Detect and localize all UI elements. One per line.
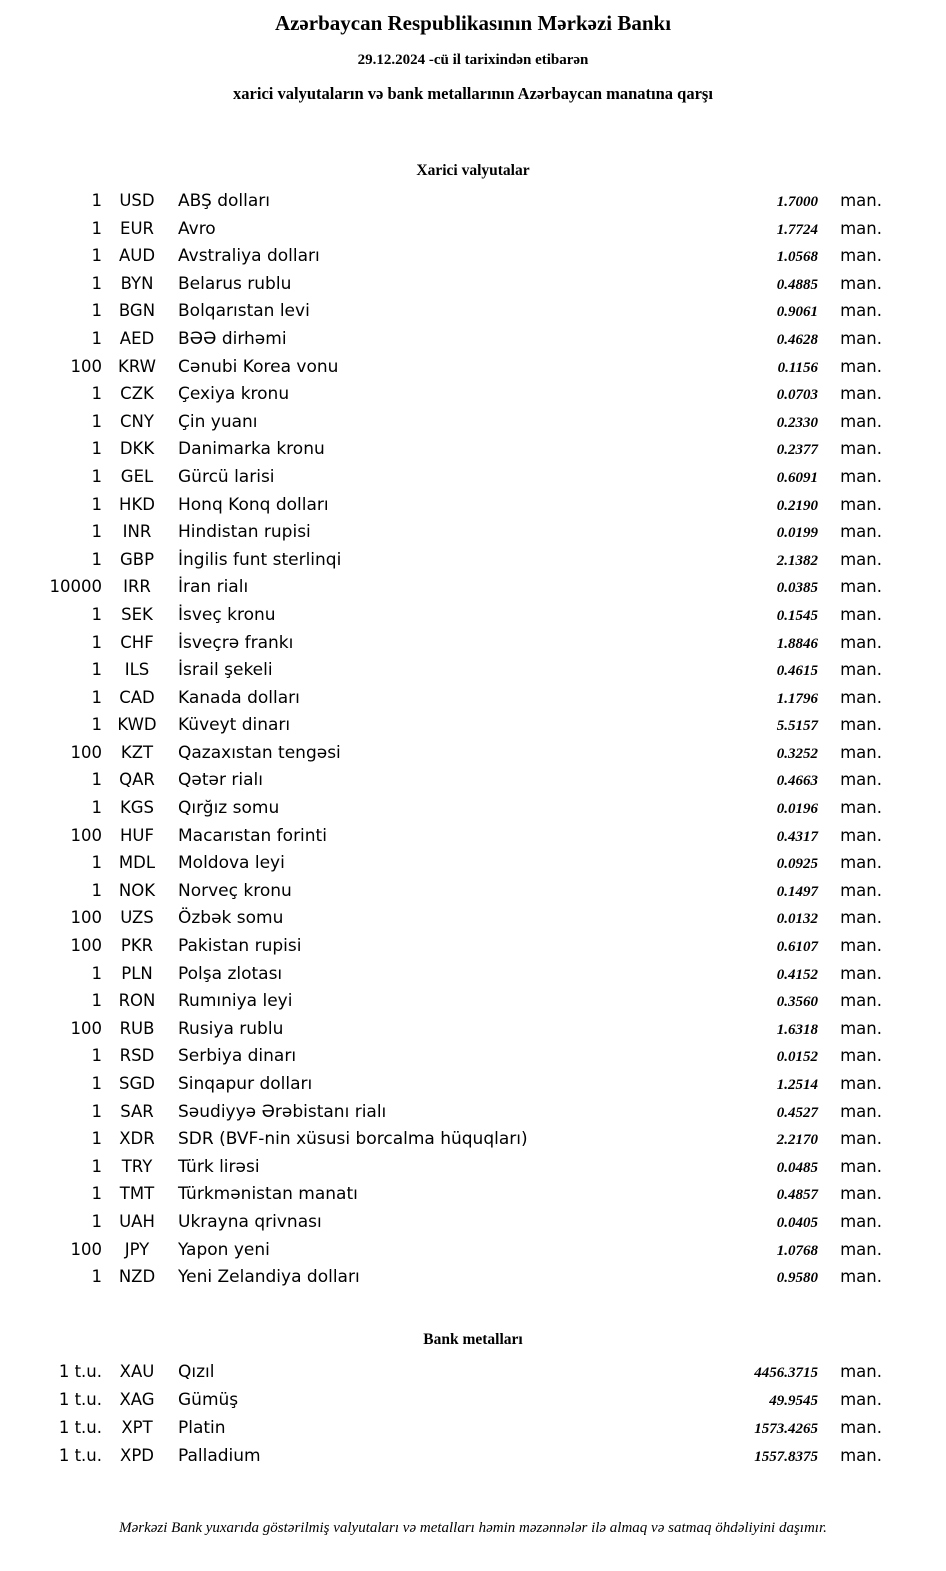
rate-value: 0.1156 xyxy=(777,359,818,376)
table-row xyxy=(0,408,946,436)
effective-date: 29.12.2024 -cü il tarixindən etibarən xyxy=(357,52,589,68)
currency-code: QAR xyxy=(119,770,155,790)
metals-section-title: Bank metalları xyxy=(423,1330,523,1348)
currency-code: KGS xyxy=(119,798,155,818)
table-row xyxy=(0,380,946,408)
table-row xyxy=(0,518,946,546)
unit-label: man. xyxy=(840,577,882,597)
table-row xyxy=(0,766,946,794)
rate-value: 1.7724 xyxy=(776,221,818,238)
rate-value: 2.2170 xyxy=(776,1132,818,1149)
currency-code: UZS xyxy=(120,908,154,928)
currency-name: Avro xyxy=(178,218,216,239)
rate-value: 0.4628 xyxy=(776,331,818,348)
rate-value: 1.2514 xyxy=(776,1077,818,1093)
table-row xyxy=(0,932,946,960)
currency-name: Türk lirəsi xyxy=(178,1156,260,1177)
rate-value: 0.0132 xyxy=(776,911,818,928)
currency-name: Gümüş xyxy=(178,1389,239,1410)
table-row xyxy=(0,270,946,298)
quantity: 1 t.u. xyxy=(58,1361,102,1381)
rate-value: 1.8846 xyxy=(776,635,818,652)
currency-name: Qızıl xyxy=(178,1361,215,1382)
currency-code: INR xyxy=(122,522,152,542)
unit-label: man. xyxy=(840,439,882,459)
unit-label: man. xyxy=(840,328,882,348)
unit-label: man. xyxy=(840,991,882,1011)
rate-value: 0.4857 xyxy=(776,1187,818,1204)
currency-code: UAH xyxy=(119,1211,155,1231)
unit-label: man. xyxy=(840,687,882,707)
unit-label: man. xyxy=(840,246,882,266)
quantity: 100 xyxy=(70,908,102,928)
currency-code: PKR xyxy=(120,936,154,956)
quantity: 1 t.u. xyxy=(58,1389,102,1409)
quantity: 1 xyxy=(91,1267,102,1287)
currency-name: Polşa zlotası xyxy=(178,963,283,984)
metals-table xyxy=(0,1358,946,1470)
unit-label: man. xyxy=(840,411,882,431)
quantity: 1 xyxy=(91,218,102,238)
table-row xyxy=(0,1125,946,1153)
quantity: 1 xyxy=(91,770,102,790)
unit-label: man. xyxy=(840,908,882,928)
quantity: 1 xyxy=(91,384,102,404)
unit-label: man. xyxy=(840,880,882,900)
table-row xyxy=(0,739,946,767)
unit-label: man. xyxy=(840,356,882,376)
currency-code: HUF xyxy=(120,825,154,845)
currency-code: ILS xyxy=(124,660,150,680)
quantity: 1 xyxy=(91,660,102,680)
currency-name: Rumıniya leyi xyxy=(178,991,293,1012)
unit-label: man. xyxy=(840,1129,882,1149)
unit-label: man. xyxy=(840,1101,882,1121)
currency-code: IRR xyxy=(123,577,151,597)
rate-value: 0.4663 xyxy=(776,773,818,790)
currency-code: GEL xyxy=(120,466,154,486)
currency-code: XPD xyxy=(120,1445,154,1465)
currency-code: NZD xyxy=(118,1267,156,1287)
unit-label: man. xyxy=(840,798,882,818)
table-row xyxy=(0,1442,946,1470)
currency-code: CZK xyxy=(120,384,154,404)
quantity: 1 xyxy=(91,1211,102,1231)
rate-value: 0.4152 xyxy=(776,966,818,983)
table-row xyxy=(0,1208,946,1236)
quantity: 1 xyxy=(91,1101,102,1121)
currency-code: AUD xyxy=(118,246,156,266)
table-row xyxy=(0,1358,946,1386)
table-row xyxy=(0,1042,946,1070)
currency-code: RON xyxy=(118,991,156,1011)
table-row xyxy=(0,877,946,905)
unit-label: man. xyxy=(840,1156,882,1176)
unit-label: man. xyxy=(840,494,882,514)
currency-name: Cənubi Korea vonu xyxy=(178,356,339,377)
quantity: 100 xyxy=(70,742,102,762)
table-row xyxy=(0,1414,946,1442)
table-row xyxy=(0,353,946,381)
rate-value: 0.9580 xyxy=(776,1270,818,1287)
quantity: 1 xyxy=(91,191,102,210)
currency-name: İsveç kronu xyxy=(178,604,276,625)
unit-label: man. xyxy=(840,384,882,404)
table-row xyxy=(0,242,946,270)
quantity: 1 xyxy=(91,687,102,707)
unit-label: man. xyxy=(840,1267,882,1287)
rate-value: 0.4527 xyxy=(776,1104,818,1121)
currency-name: Platin xyxy=(178,1417,226,1438)
rate-value: 0.0199 xyxy=(776,525,818,542)
rate-value: 1.6318 xyxy=(776,1021,818,1038)
currency-code: XPT xyxy=(121,1417,153,1437)
currency-name: Norveç kronu xyxy=(178,880,292,901)
unit-label: man. xyxy=(840,1239,882,1259)
quantity: 1 xyxy=(91,1184,102,1204)
unit-label: man. xyxy=(840,218,882,238)
table-row xyxy=(0,546,946,574)
quantity: 1 xyxy=(91,273,102,293)
currency-code: HKD xyxy=(119,494,155,514)
currency-name: Bolqarıstan levi xyxy=(178,301,310,322)
rate-value: 5.5157 xyxy=(776,718,818,735)
currency-code: AED xyxy=(119,328,155,348)
unit-label: man. xyxy=(840,191,882,210)
table-row xyxy=(0,822,946,850)
table-row xyxy=(0,1070,946,1098)
unit-label: man. xyxy=(840,1046,882,1066)
table-row xyxy=(0,573,946,601)
table-row xyxy=(0,904,946,932)
quantity: 1 xyxy=(91,301,102,321)
quantity: 100 xyxy=(70,1018,102,1038)
currency-name: Avstraliya dolları xyxy=(178,246,320,267)
unit-label: man. xyxy=(840,936,882,956)
unit-label: man. xyxy=(840,522,882,542)
currency-name: Türkmənistan manatı xyxy=(178,1184,358,1205)
currency-name: İsrail şekeli xyxy=(178,660,273,681)
unit-label: man. xyxy=(840,1184,882,1204)
currency-name: Palladium xyxy=(178,1445,261,1466)
currency-name: Honq Konq dolları xyxy=(178,494,329,515)
currency-code: XDR xyxy=(119,1129,155,1149)
table-row xyxy=(0,325,946,353)
quantity: 1 xyxy=(91,411,102,431)
table-row xyxy=(0,463,946,491)
currencies-section-title: Xarici valyutalar xyxy=(416,162,530,179)
currency-name: Belarus rublu xyxy=(178,273,292,294)
currency-name: BƏƏ dirhəmi xyxy=(178,328,287,349)
unit-label: man. xyxy=(840,715,882,735)
currency-code: KWD xyxy=(117,715,157,735)
rate-value: 4456.3715 xyxy=(754,1364,818,1381)
rate-value: 0.2190 xyxy=(776,497,818,514)
unit-label: man. xyxy=(840,1018,882,1038)
rate-value: 0.0703 xyxy=(776,387,818,404)
currency-code: KRW xyxy=(118,356,156,376)
currency-code: XAG xyxy=(119,1389,155,1409)
unit-label: man. xyxy=(840,466,882,486)
currency-name: ABŞ dolları xyxy=(178,191,270,211)
unit-label: man. xyxy=(840,549,882,569)
quantity: 10000 xyxy=(49,577,102,597)
quantity: 1 xyxy=(91,880,102,900)
currency-code: JPY xyxy=(124,1239,150,1259)
table-row xyxy=(0,849,946,877)
currency-name: Qazaxıstan tengəsi xyxy=(178,742,341,763)
quantity: 100 xyxy=(70,825,102,845)
quantity: 1 xyxy=(91,246,102,266)
table-row xyxy=(0,960,946,988)
unit-label: man. xyxy=(840,273,882,293)
table-row xyxy=(0,1015,946,1043)
rate-value: 1.7000 xyxy=(776,194,818,210)
rate-value: 0.9061 xyxy=(776,304,818,321)
currency-code: MDL xyxy=(118,853,156,873)
currency-code: BGN xyxy=(118,301,156,321)
quantity: 1 xyxy=(91,604,102,624)
table-row xyxy=(0,297,946,325)
quantity: 1 xyxy=(91,715,102,735)
currencies-table xyxy=(0,187,946,1291)
quantity: 100 xyxy=(70,936,102,956)
rate-value: 0.3560 xyxy=(776,994,818,1011)
currency-code: RUB xyxy=(119,1018,155,1038)
currency-name: SDR (BVF-nin xüsusi borcalma hüquqları) xyxy=(178,1129,528,1150)
rate-value: 0.0385 xyxy=(776,580,818,597)
rate-value: 0.2377 xyxy=(776,442,818,459)
quantity: 100 xyxy=(70,1239,102,1259)
rate-value: 0.4317 xyxy=(776,828,818,845)
unit-label: man. xyxy=(840,963,882,983)
rate-value: 49.9545 xyxy=(769,1392,818,1409)
unit-label: man. xyxy=(840,301,882,321)
quantity: 1 xyxy=(91,963,102,983)
unit-label: man. xyxy=(840,632,882,652)
rate-value: 0.0925 xyxy=(776,856,818,873)
rate-value: 1573.4265 xyxy=(754,1420,818,1437)
rate-value: 0.0405 xyxy=(776,1214,818,1231)
quantity: 1 xyxy=(91,853,102,873)
quantity: 1 xyxy=(91,1074,102,1093)
table-row xyxy=(0,794,946,822)
quantity: 1 xyxy=(91,439,102,459)
table-row xyxy=(0,215,946,243)
currency-code: CHF xyxy=(120,632,154,652)
currency-name: Yapon yeni xyxy=(178,1239,270,1260)
currency-name: Rusiya rublu xyxy=(178,1018,284,1039)
rate-value: 0.4885 xyxy=(776,276,818,293)
currency-name: Sinqapur dolları xyxy=(178,1074,313,1094)
currency-code: SGD xyxy=(119,1074,155,1093)
table-row xyxy=(0,1263,946,1291)
unit-label: man. xyxy=(840,1445,882,1465)
currency-name: Ukrayna qrivnası xyxy=(178,1211,322,1232)
quantity: 1 t.u. xyxy=(58,1417,102,1437)
table-row xyxy=(0,601,946,629)
table-row xyxy=(0,1386,946,1414)
currency-name: Çexiya kronu xyxy=(178,384,290,405)
currency-code: SAR xyxy=(120,1101,154,1121)
unit-label: man. xyxy=(840,660,882,680)
quantity: 1 xyxy=(91,1156,102,1176)
quantity: 1 xyxy=(91,1129,102,1149)
unit-label: man. xyxy=(840,1074,882,1093)
unit-label: man. xyxy=(840,1389,882,1409)
table-row xyxy=(0,491,946,519)
rate-value: 1557.8375 xyxy=(754,1448,818,1465)
quantity: 1 xyxy=(91,494,102,514)
currency-code: CNY xyxy=(120,411,154,431)
table-row xyxy=(0,987,946,1015)
quantity: 1 xyxy=(91,798,102,818)
currency-code: NOK xyxy=(118,880,156,900)
currency-name: İngilis funt sterlinqi xyxy=(178,549,342,570)
rate-value: 0.1497 xyxy=(776,883,818,900)
quantity: 1 xyxy=(91,991,102,1011)
unit-label: man. xyxy=(840,1417,882,1437)
currency-name: Pakistan rupisi xyxy=(178,936,302,957)
rate-value: 1.0768 xyxy=(776,1242,818,1259)
table-row xyxy=(0,1236,946,1264)
currency-code: TMT xyxy=(119,1184,155,1204)
quantity: 1 xyxy=(91,522,102,542)
currency-name: Hindistan rupisi xyxy=(178,522,311,543)
unit-label: man. xyxy=(840,1361,882,1381)
currency-name: Səudiyyə Ərəbistanı rialı xyxy=(178,1101,387,1122)
quantity: 1 xyxy=(91,1046,102,1066)
rate-value: 0.1545 xyxy=(776,607,818,624)
currency-name: Serbiya dinarı xyxy=(178,1046,297,1067)
rate-value: 0.6091 xyxy=(776,469,818,486)
currency-name: Qətər rialı xyxy=(178,770,263,791)
unit-label: man. xyxy=(840,604,882,624)
unit-label: man. xyxy=(840,853,882,873)
table-row xyxy=(0,1153,946,1181)
unit-label: man. xyxy=(840,825,882,845)
table-row xyxy=(0,1098,946,1126)
currency-code: XAU xyxy=(119,1361,155,1381)
currency-code: CAD xyxy=(119,687,155,707)
unit-label: man. xyxy=(840,742,882,762)
currency-code: BYN xyxy=(120,273,154,293)
table-row xyxy=(0,1180,946,1208)
rate-value: 0.2330 xyxy=(776,414,818,431)
currency-name: Gürcü larisi xyxy=(178,466,275,487)
currency-name: Yeni Zelandiya dolları xyxy=(178,1267,360,1288)
currency-name: Kanada dolları xyxy=(178,687,300,708)
table-row xyxy=(0,435,946,463)
table-row xyxy=(0,684,946,712)
quantity: 1 xyxy=(91,549,102,569)
quantity: 1 xyxy=(91,632,102,652)
rate-value: 2.1382 xyxy=(776,552,818,569)
table-row xyxy=(0,711,946,739)
currency-name: Macarıstan forinti xyxy=(178,825,327,846)
rate-value: 1.1796 xyxy=(776,690,818,707)
rate-value: 1.0568 xyxy=(776,249,818,266)
table-row xyxy=(0,629,946,657)
quantity: 1 xyxy=(91,328,102,348)
currency-code: KZT xyxy=(120,742,154,762)
currency-name: Qırğız somu xyxy=(178,798,280,819)
currency-code: GBP xyxy=(119,549,155,569)
currency-code: SEK xyxy=(121,604,153,624)
table-row xyxy=(0,187,946,215)
rate-value: 0.6107 xyxy=(776,939,818,956)
rate-value: 0.3252 xyxy=(776,745,818,762)
page-title: Azərbaycan Respublikasının Mərkəzi Bankı xyxy=(274,11,672,35)
unit-label: man. xyxy=(840,770,882,790)
currency-code: DKK xyxy=(119,439,155,459)
currency-code: EUR xyxy=(120,218,154,238)
currency-code: TRY xyxy=(121,1156,153,1176)
currency-code: USD xyxy=(119,191,155,210)
quantity: 1 t.u. xyxy=(58,1445,102,1465)
currency-code: PLN xyxy=(121,963,153,983)
rate-value: 0.4615 xyxy=(776,663,818,680)
currency-name: Danimarka kronu xyxy=(178,439,325,460)
rate-value: 0.0152 xyxy=(776,1049,818,1066)
page-subtitle: xarici valyutaların və bank metallarının Azərbaycan manatına qarşı xyxy=(233,84,713,103)
quantity: 1 xyxy=(91,466,102,486)
currency-name: Küveyt dinarı xyxy=(178,715,291,736)
table-row xyxy=(0,656,946,684)
rate-value: 0.0196 xyxy=(776,801,818,818)
currency-name: Özbək somu xyxy=(178,908,284,929)
currency-code: RSD xyxy=(119,1046,155,1066)
quantity: 100 xyxy=(70,356,102,376)
unit-label: man. xyxy=(840,1211,882,1231)
currency-name: İsveçrə frankı xyxy=(178,632,294,653)
currency-name: İran rialı xyxy=(178,577,249,598)
currency-name: Moldova leyi xyxy=(178,853,285,874)
currency-name: Çin yuanı xyxy=(178,411,258,432)
disclaimer: Mərkəzi Bank yuxarıda göstərilmiş valyutaları və metalları həmin məzənnələr ilə almaq və satmaq öhdəliyini daşımır. xyxy=(119,1519,827,1536)
rate-value: 0.0485 xyxy=(776,1159,818,1176)
